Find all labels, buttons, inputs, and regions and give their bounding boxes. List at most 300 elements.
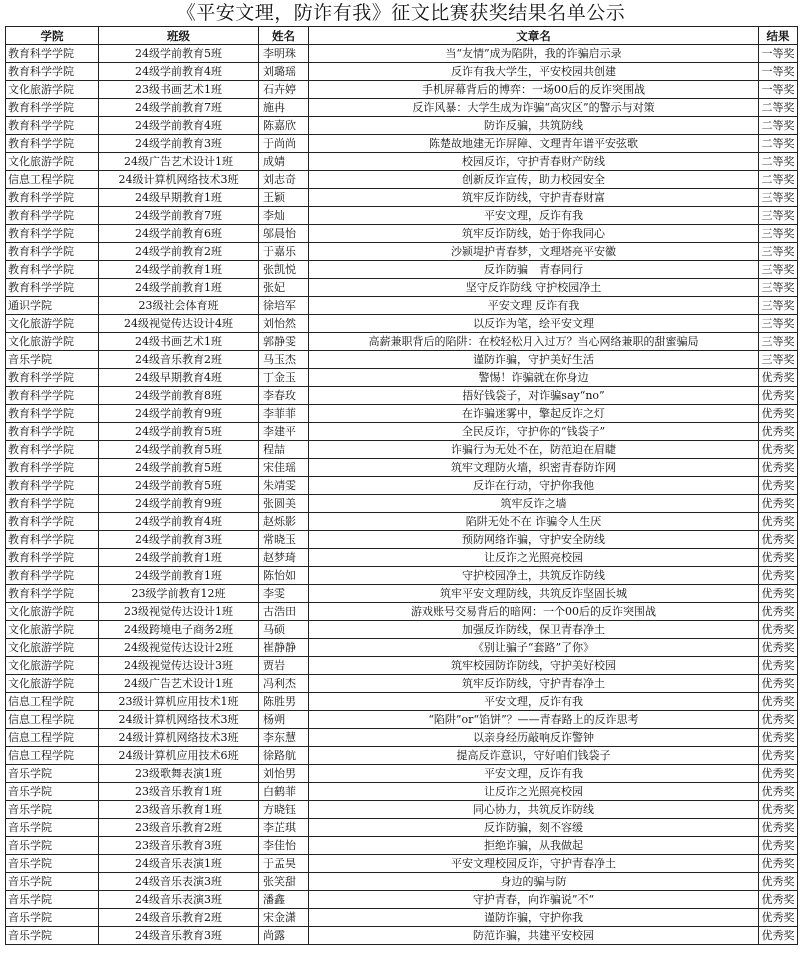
cell-article: “陷阱”or“馅饼”？——青春路上的反诈思考 [309,711,759,729]
cell-result: 优秀奖 [759,405,798,423]
table-row [6,351,798,369]
cell-name: 白鹤菲 [259,783,309,801]
cell-school: 教育科学学院 [6,225,99,243]
cell-article: 当“友情”成为陷阱，我的诈骗启示录 [309,45,759,63]
cell-result: 优秀奖 [759,423,798,441]
cell-result: 一等奖 [759,81,798,99]
table-row [6,405,798,423]
cell-class: 23级音乐教育2班 [99,819,259,837]
cell-article: 校园反诈，守护青春财产防线 [309,153,759,171]
cell-class: 23级歌舞表演1班 [99,765,259,783]
table-row [6,837,798,855]
cell-article: 陷阱无处不在 诈骗令人生厌 [309,513,759,531]
cell-class: 24级广告艺术设计1班 [99,153,259,171]
cell-school: 教育科学学院 [6,243,99,261]
table-row [6,567,798,585]
cell-article: 筑牢反诈防线，守护青春财富 [309,189,759,207]
cell-result: 优秀奖 [759,657,798,675]
cell-article: 提高反诈意识，守好咱们钱袋子 [309,747,759,765]
cell-article: 警惕！诈骗就在你身边 [309,369,759,387]
cell-class: 23级书画艺术1班 [99,81,259,99]
cell-article: 手机屏幕背后的博弈：一场00后的反诈突围战 [309,81,759,99]
table-row [6,513,798,531]
cell-name: 李东慧 [259,729,309,747]
cell-article: 平安文理，反诈有我 [309,765,759,783]
cell-school: 信息工程学院 [6,693,99,711]
cell-name: 李菲菲 [259,405,309,423]
header-class: 班级 [99,27,259,45]
cell-school: 音乐学院 [6,891,99,909]
cell-class: 24级学前教育4班 [99,513,259,531]
table-row [6,261,798,279]
cell-class: 24级学前教育8班 [99,387,259,405]
cell-article: 平安文理，反诈有我 [309,693,759,711]
cell-name: 宋金潇 [259,909,309,927]
cell-school: 教育科学学院 [6,63,99,81]
cell-result: 优秀奖 [759,513,798,531]
table-row [6,63,798,81]
cell-result: 优秀奖 [759,477,798,495]
cell-article: 谨防诈骗，守护美好生活 [309,351,759,369]
cell-result: 优秀奖 [759,567,798,585]
cell-result: 二等奖 [759,171,798,189]
cell-name: 张凯悦 [259,261,309,279]
cell-article: 反诈防骗 青春同行 [309,261,759,279]
cell-school: 信息工程学院 [6,711,99,729]
table-row [6,279,798,297]
cell-school: 教育科学学院 [6,585,99,603]
cell-result: 二等奖 [759,153,798,171]
cell-school: 教育科学学院 [6,567,99,585]
cell-name: 方晓钰 [259,801,309,819]
cell-name: 刘志奇 [259,171,309,189]
cell-school: 教育科学学院 [6,99,99,117]
cell-result: 优秀奖 [759,729,798,747]
table-row [6,117,798,135]
cell-name: 李灿 [259,207,309,225]
cell-school: 教育科学学院 [6,477,99,495]
cell-name: 郭静雯 [259,333,309,351]
cell-article: 谨防诈骗，守护你我 [309,909,759,927]
cell-result: 三等奖 [759,315,798,333]
cell-article: 反诈在行动，守护你我他 [309,477,759,495]
cell-name: 宋佳瑶 [259,459,309,477]
cell-class: 23级视觉传达设计1班 [99,603,259,621]
cell-school: 教育科学学院 [6,117,99,135]
table-row [6,207,798,225]
table-row [6,333,798,351]
page-title: 《平安文理，防诈有我》征文比赛获奖结果名单公示 [176,2,626,24]
cell-class: 24级广告艺术设计1班 [99,675,259,693]
table-row [6,909,798,927]
cell-class: 24级学前教育7班 [99,99,259,117]
table-row [6,657,798,675]
cell-name: 邬晨怡 [259,225,309,243]
cell-result: 三等奖 [759,189,798,207]
table-row [6,171,798,189]
cell-result: 优秀奖 [759,873,798,891]
cell-name: 丁金玉 [259,369,309,387]
cell-name: 马玉杰 [259,351,309,369]
cell-class: 23级音乐教育1班 [99,801,259,819]
cell-article: 在诈骗迷雾中，擎起反诈之灯 [309,405,759,423]
table-row [6,297,798,315]
table-row [6,819,798,837]
cell-result: 优秀奖 [759,837,798,855]
table-row [6,225,798,243]
cell-article: 诈骗行为无处不在，防范迫在眉睫 [309,441,759,459]
table-row [6,765,798,783]
cell-article: 高薪兼职背后的陷阱：在校轻松月入过万？当心网络兼职的甜蜜骗局 [309,333,759,351]
cell-school: 教育科学学院 [6,531,99,549]
cell-name: 古浩田 [259,603,309,621]
cell-school: 音乐学院 [6,909,99,927]
cell-class: 23级计算机应用技术1班 [99,693,259,711]
table-row [6,927,798,945]
cell-name: 刘怡男 [259,765,309,783]
table-row [6,729,798,747]
cell-article: 沙颍堤护青春梦，文理塔亮平安徽 [309,243,759,261]
cell-name: 崔静静 [259,639,309,657]
cell-result: 优秀奖 [759,495,798,513]
cell-class: 24级音乐教育3班 [99,927,259,945]
table-body [6,45,798,945]
table-row [6,603,798,621]
cell-class: 24级学前教育5班 [99,459,259,477]
cell-school: 信息工程学院 [6,729,99,747]
cell-school: 音乐学院 [6,873,99,891]
table-row [6,441,798,459]
cell-result: 优秀奖 [759,621,798,639]
cell-article: 筑牢文理防火墙，织密青春防诈网 [309,459,759,477]
cell-name: 李佳怡 [259,837,309,855]
cell-article: 反诈防骗，刻不容缓 [309,819,759,837]
table-row [6,639,798,657]
cell-result: 一等奖 [759,45,798,63]
cell-class: 24级早期教育4班 [99,369,259,387]
cell-article: 让反诈之光照亮校园 [309,549,759,567]
cell-school: 文化旅游学院 [6,603,99,621]
cell-name: 刘璐瑶 [259,63,309,81]
header-result: 结果 [759,27,798,45]
cell-article: 全民反诈，守护你的“钱袋子” [309,423,759,441]
cell-name: 程喆 [259,441,309,459]
cell-class: 24级计算机网络技术3班 [99,171,259,189]
table-row [6,99,798,117]
cell-name: 赵烁影 [259,513,309,531]
cell-article: 筑牢反诈防线，始于你我同心 [309,225,759,243]
cell-name: 刘怡然 [259,315,309,333]
cell-result: 优秀奖 [759,801,798,819]
cell-school: 文化旅游学院 [6,315,99,333]
table-row [6,243,798,261]
cell-school: 教育科学学院 [6,549,99,567]
cell-article: 平安文理，反诈有我 [309,207,759,225]
cell-class: 24级学前教育3班 [99,135,259,153]
table-row [6,747,798,765]
cell-class: 24级学前教育1班 [99,567,259,585]
cell-article: 平安文理校园反诈，守护青春净土 [309,855,759,873]
cell-name: 冯利杰 [259,675,309,693]
cell-name: 杨朔 [259,711,309,729]
cell-class: 24级早期教育1班 [99,189,259,207]
cell-class: 24级计算机网络技术3班 [99,729,259,747]
cell-class: 24级跨境电子商务2班 [99,621,259,639]
cell-school: 教育科学学院 [6,495,99,513]
cell-name: 王颖 [259,189,309,207]
cell-result: 二等奖 [759,117,798,135]
table-row [6,801,798,819]
table-row [6,459,798,477]
cell-school: 音乐学院 [6,837,99,855]
cell-class: 24级音乐教育2班 [99,909,259,927]
table-row [6,621,798,639]
cell-class: 24级音乐教育2班 [99,351,259,369]
table-row [6,675,798,693]
cell-name: 徐路航 [259,747,309,765]
cell-school: 文化旅游学院 [6,153,99,171]
cell-class: 23级社会体育班 [99,297,259,315]
cell-result: 优秀奖 [759,747,798,765]
cell-result: 三等奖 [759,243,798,261]
cell-school: 音乐学院 [6,783,99,801]
table-row [6,531,798,549]
header-school: 学院 [6,27,99,45]
table-row [6,477,798,495]
cell-class: 24级学前教育7班 [99,207,259,225]
cell-school: 教育科学学院 [6,207,99,225]
cell-school: 音乐学院 [6,351,99,369]
cell-result: 优秀奖 [759,891,798,909]
cell-name: 常晓玉 [259,531,309,549]
cell-article: 让反诈之光照亮校园 [309,783,759,801]
cell-class: 23级音乐教育1班 [99,783,259,801]
table-row [6,855,798,873]
cell-name: 李建平 [259,423,309,441]
cell-name: 成婧 [259,153,309,171]
table-row [6,495,798,513]
cell-class: 24级学前教育1班 [99,261,259,279]
cell-article: 反诈风暴：大学生成为诈骗“高灾区”的警示与对策 [309,99,759,117]
cell-result: 优秀奖 [759,639,798,657]
cell-article: 加强反诈防线，保卫青春净土 [309,621,759,639]
header-name: 姓名 [259,27,309,45]
cell-article: 防诈反骗，共筑防线 [309,117,759,135]
cell-school: 信息工程学院 [6,747,99,765]
cell-class: 24级学前教育1班 [99,549,259,567]
cell-school: 文化旅游学院 [6,639,99,657]
cell-article: 预防网络诈骗，守护安全防线 [309,531,759,549]
cell-school: 教育科学学院 [6,369,99,387]
cell-name: 张笑甜 [259,873,309,891]
cell-name: 陈胜男 [259,693,309,711]
cell-name: 贾岩 [259,657,309,675]
cell-result: 优秀奖 [759,549,798,567]
cell-name: 张圆美 [259,495,309,513]
cell-school: 文化旅游学院 [6,675,99,693]
cell-class: 23级音乐教育3班 [99,837,259,855]
cell-result: 优秀奖 [759,909,798,927]
cell-name: 李春玫 [259,387,309,405]
cell-name: 于尚尚 [259,135,309,153]
table-row [6,315,798,333]
cell-school: 文化旅游学院 [6,81,99,99]
cell-school: 文化旅游学院 [6,333,99,351]
cell-article: 陈楚故地建无诈屏障、文理青年谱平安弦歌 [309,135,759,153]
cell-class: 24级视觉传达设计2班 [99,639,259,657]
cell-class: 24级学前教育5班 [99,45,259,63]
cell-school: 教育科学学院 [6,459,99,477]
cell-school: 教育科学学院 [6,279,99,297]
cell-article: 《别让骗子“套路”了你》 [309,639,759,657]
cell-class: 24级学前教育5班 [99,441,259,459]
cell-school: 教育科学学院 [6,45,99,63]
cell-name: 李明珠 [259,45,309,63]
cell-class: 24级学前教育1班 [99,279,259,297]
table-header-row [6,27,798,45]
cell-article: 平安文理 反诈有我 [309,297,759,315]
cell-school: 音乐学院 [6,855,99,873]
cell-school: 教育科学学院 [6,387,99,405]
cell-result: 优秀奖 [759,693,798,711]
cell-school: 文化旅游学院 [6,621,99,639]
cell-class: 24级视觉传达设计4班 [99,315,259,333]
cell-article: 筑牢反诈之墙 [309,495,759,513]
table-row [6,873,798,891]
cell-result: 优秀奖 [759,531,798,549]
cell-result: 二等奖 [759,135,798,153]
cell-article: 拒绝诈骗，从我做起 [309,837,759,855]
cell-result: 三等奖 [759,207,798,225]
cell-school: 信息工程学院 [6,171,99,189]
cell-result: 三等奖 [759,333,798,351]
cell-article: 捂好钱袋子，对诈骗say“no” [309,387,759,405]
cell-result: 优秀奖 [759,441,798,459]
cell-name: 徐培军 [259,297,309,315]
cell-class: 24级音乐表演3班 [99,873,259,891]
cell-name: 施冉 [259,99,309,117]
table-row [6,45,798,63]
cell-article: 身边的骗与防 [309,873,759,891]
cell-article: 反诈有我大学生，平安校园共创建 [309,63,759,81]
cell-name: 赵梦琦 [259,549,309,567]
cell-article: 以亲身经历敲响反诈警钟 [309,729,759,747]
table-row [6,387,798,405]
cell-result: 优秀奖 [759,783,798,801]
cell-result: 二等奖 [759,99,798,117]
cell-name: 于嘉乐 [259,243,309,261]
cell-name: 马硕 [259,621,309,639]
cell-school: 音乐学院 [6,801,99,819]
cell-article: 坚守反诈防线 守护校园净土 [309,279,759,297]
cell-result: 优秀奖 [759,711,798,729]
cell-name: 于孟昊 [259,855,309,873]
table-row [6,783,798,801]
cell-class: 24级学前教育9班 [99,405,259,423]
cell-result: 优秀奖 [759,927,798,945]
cell-name: 李雯 [259,585,309,603]
cell-name: 尚露 [259,927,309,945]
cell-name: 陈嘉欣 [259,117,309,135]
cell-class: 24级学前教育2班 [99,243,259,261]
cell-class: 24级学前教育5班 [99,477,259,495]
cell-school: 通识学院 [6,297,99,315]
cell-school: 音乐学院 [6,765,99,783]
cell-class: 24级计算机应用技术6班 [99,747,259,765]
header-article: 文章名 [309,27,759,45]
cell-article: 筑牢校园防诈防线，守护美好校园 [309,657,759,675]
cell-school: 教育科学学院 [6,513,99,531]
table-row [6,189,798,207]
cell-name: 朱靖雯 [259,477,309,495]
cell-class: 24级学前教育4班 [99,63,259,81]
cell-class: 24级学前教育9班 [99,495,259,513]
cell-result: 三等奖 [759,279,798,297]
cell-result: 优秀奖 [759,675,798,693]
cell-name: 石卉婷 [259,81,309,99]
cell-school: 教育科学学院 [6,405,99,423]
table-row [6,891,798,909]
table-row [6,369,798,387]
table-row [6,585,798,603]
cell-school: 教育科学学院 [6,189,99,207]
table-row [6,81,798,99]
cell-result: 三等奖 [759,225,798,243]
cell-class: 24级音乐表演1班 [99,855,259,873]
cell-article: 同心协力，共筑反诈防线 [309,801,759,819]
cell-article: 筑牢反诈防线，守护青春净土 [309,675,759,693]
cell-result: 优秀奖 [759,765,798,783]
cell-result: 优秀奖 [759,603,798,621]
cell-result: 优秀奖 [759,369,798,387]
cell-school: 音乐学院 [6,819,99,837]
cell-school: 教育科学学院 [6,423,99,441]
cell-article: 守护青春，向诈骗说”不“ [309,891,759,909]
cell-class: 24级学前教育4班 [99,117,259,135]
table-row [6,153,798,171]
cell-class: 24级计算机网络技术3班 [99,711,259,729]
cell-result: 优秀奖 [759,387,798,405]
table-row [6,693,798,711]
table-row [6,423,798,441]
table-row [6,711,798,729]
cell-result: 优秀奖 [759,585,798,603]
cell-article: 游戏账号交易背后的暗网：一个00后的反诈突围战 [309,603,759,621]
table-row [6,135,798,153]
cell-article: 以反诈为笔，绘平安文理 [309,315,759,333]
cell-name: 潘鑫 [259,891,309,909]
cell-name: 陈怡如 [259,567,309,585]
award-table [5,26,798,945]
cell-school: 教育科学学院 [6,135,99,153]
cell-result: 优秀奖 [759,459,798,477]
cell-school: 文化旅游学院 [6,657,99,675]
cell-class: 24级学前教育6班 [99,225,259,243]
cell-class: 24级学前教育3班 [99,531,259,549]
cell-result: 三等奖 [759,351,798,369]
cell-result: 一等奖 [759,63,798,81]
cell-article: 筑牢平安文理防线，共筑反诈坚固长城 [309,585,759,603]
cell-class: 24级视觉传达设计3班 [99,657,259,675]
cell-name: 李芷琪 [259,819,309,837]
cell-school: 音乐学院 [6,927,99,945]
cell-article: 防范诈骗，共建平安校园 [309,927,759,945]
cell-class: 24级学前教育5班 [99,423,259,441]
cell-school: 教育科学学院 [6,261,99,279]
cell-class: 24级音乐表演3班 [99,891,259,909]
cell-article: 创新反诈宣传，助力校园安全 [309,171,759,189]
cell-result: 优秀奖 [759,819,798,837]
